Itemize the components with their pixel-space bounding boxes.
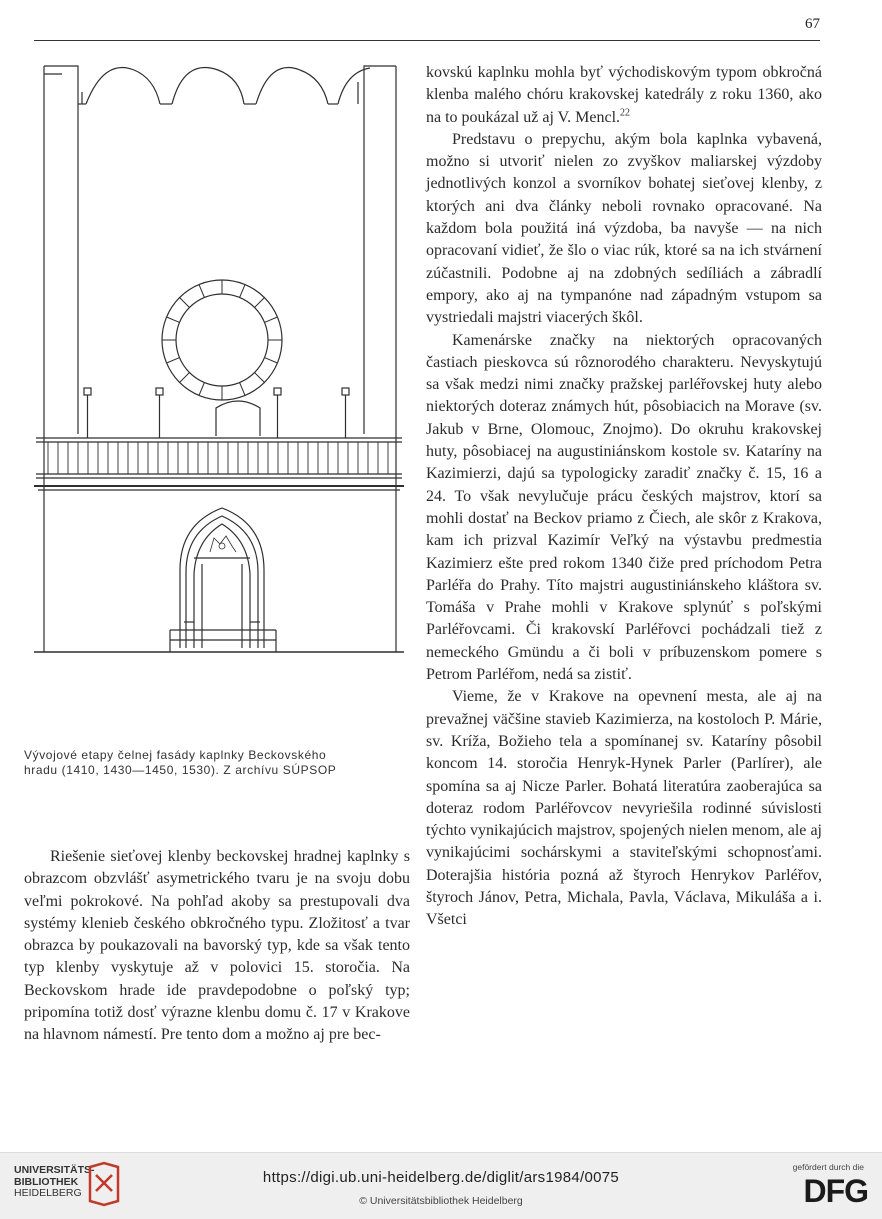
paragraph: Riešenie sieťovej klenby beckovskej hradnej kaplnky s obrazcom obzvlášť asymetrického tvaru je na svoju dobu veľmi pokrokové. Na pohľad akoby sa prestupovali dva systémy klenieb českého obkročného typu. Zložitosť a tvar obrazca by poukazovali na bavorský typ, kde sa však tento typ klenby vyskytuje až v polovici 15. storočia. Na Beckovskom hrade ide pravdepodobne o poľský typ; pripomína totiž dosť výrazne klenbu domu č. 17 v Krakove na hlavnom námestí. Pre tento dom a možno aj pre bec- bbox=[24, 848, 410, 1044]
paragraph: Predstavu o prepychu, akým bola kaplnka vybavená, možno si utvoriť nielen zo zvyškov maliarskej výzdoby jednotlivých konzol a svorníkov bohatej sieťovej klenby, z ktorých ani dva články neboli rovnako opracované. Na každom bola použitá iná výzdoba, ba navyše — na nich opracovaní vidieť, že šlo o viac rúk, ktoré sa na ich stvárnení zúčastnili. Podobne aj na zdobných sedíliách a zábradlí empory, ako aj na tympanóne nad západným vstupom sa vystriedali majstri viacerých škôl. bbox=[426, 130, 822, 327]
dfg-logo: DFG bbox=[803, 1173, 868, 1209]
facade-elevation-drawing bbox=[34, 62, 404, 662]
caption-line: Vývojové etapy čelnej fasády kaplnky Beckovského bbox=[24, 748, 327, 762]
page-number: 67 bbox=[805, 16, 820, 32]
header-rule bbox=[34, 40, 820, 41]
left-text-column bbox=[24, 846, 410, 1047]
library-name-line: UNIVERSITÄTS- bbox=[14, 1164, 95, 1176]
footnote-reference: 22 bbox=[620, 107, 631, 119]
paragraph: Vieme, že v Krakove na opevnení mesta, ale aj na prevažnej väčšine stavieb Kazimierza, na kostoloch P. Márie, sv. Kríža, Božieho tela a spomínanej sv. Kataríny pôsobil koncom 14. storočia Henryk-Hynek Parler (Parlírer), ale spomína sa aj Nicze Parler. Bohatá literatúra zaoberajúca sa doteraz rodom Parléřovcov nevyriešila rodinné súvislosti týchto vynikajúcich majstrov, spojených nielen menom, ale aj vynikajúcimi sochárskymi a staviteľskými schopnosťami. Doterajšia história pozná až štyroch Henrykov Parléřov, štyroch Jánov, Petra, Michala, Pavla, Václava, Mikuláša a i. Všetci bbox=[426, 688, 822, 929]
library-name-line: HEIDELBERG bbox=[14, 1187, 82, 1199]
paragraph bbox=[426, 62, 822, 129]
figure-caption bbox=[24, 748, 404, 778]
paragraph-text: kovskú kaplnku mohla byť východiskovým typom obkročná klenba malého chóru krakovskej katedrály z roku 1360, ako na to poukázal už aj V. Mencl. bbox=[426, 64, 822, 126]
funding-label: gefördert durch die bbox=[792, 1162, 864, 1172]
library-name-line: BIBLIOTHEK bbox=[14, 1175, 79, 1188]
caption-line: hradu (1410, 1430—1450, 1530). Z archívu SÚPSOP bbox=[24, 763, 337, 777]
right-text-column bbox=[426, 62, 822, 932]
document-url-link[interactable]: https://digi.ub.uni-heidelberg.de/diglit/ars1984/0075 bbox=[262, 1169, 620, 1186]
footer-band bbox=[0, 1152, 882, 1219]
copyright-notice: © Universitätsbibliothek Heidelberg bbox=[359, 1195, 523, 1207]
paragraph: Kamenárske značky na niektorých opracovaných častiach pieskovca sú rôznorodého charakteru. Nevyskytujú sa však medzi nimi značky pražskej parléřovskej huty alebo niektorých doteraz známych hút, pôsobiacich na Morave (sv. Jakub v Brne, Olomouc, Znojmo). Do okruhu krakovskej huty, pôsobiacej na augustiniánskom kostole sv. Kataríny na Kazimierzi, dajú sa typologicky zaradiť značky č. 15, 16 a 24. To však nevylučuje prácu českých majstrov, ktorí sa mohli dostať na Beckov priamo z Čiech, ale skôr z Krakova, kam ich prizval Kazimír Veľký na výstavbu predmestia Kazimierz ešte pred rokom 1340 čiže pred príchodom Petra Parléřa do Prahy. Títo majstri augustiniánskeho kláštora sv. Tomáša v Prahe mohli v Krakove splynúť s poľskými Parléřovcami. Či krakovskí Parléřovci pochádzali tiež z nemeckého Gmündu a či boli v príbuzenskom pomere s Petrom Parléřom, nedá sa zistiť. bbox=[426, 331, 822, 684]
